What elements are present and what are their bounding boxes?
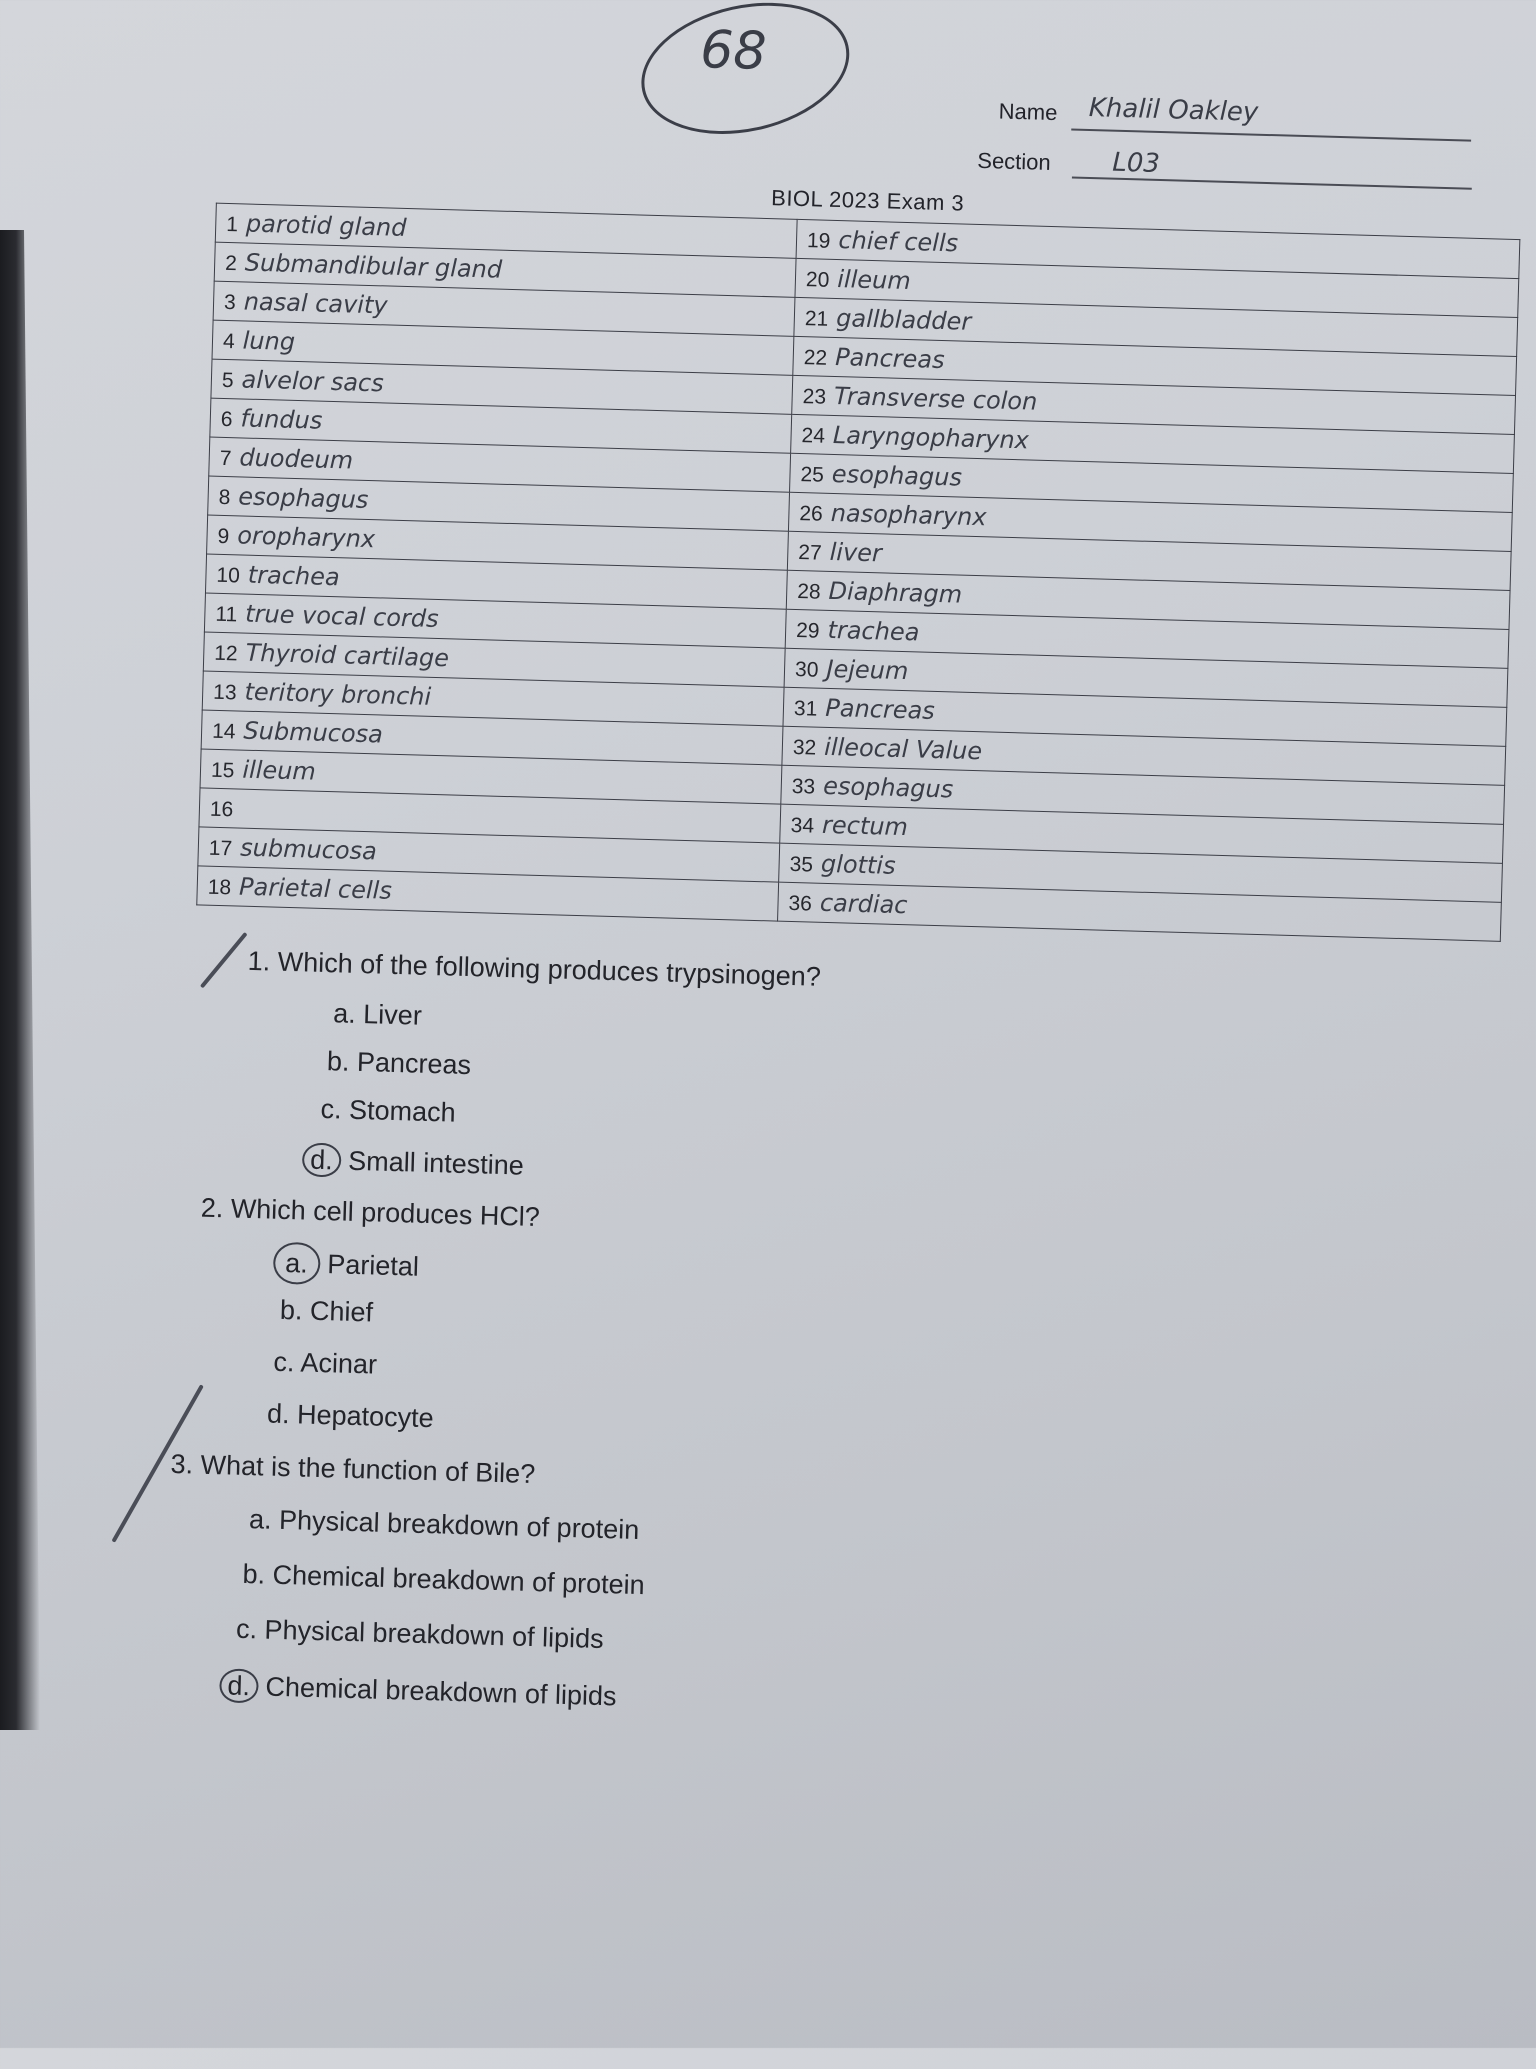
handwritten-answer: illeocal Value — [823, 732, 983, 766]
item-number: 19 — [806, 229, 831, 253]
item-number: 12 — [213, 641, 238, 666]
question-2-option-c: c. Acinar — [273, 1346, 378, 1380]
item-number: 36 — [788, 891, 813, 916]
handwritten-answer: Jejeum — [826, 654, 909, 686]
handwritten-answer: Pancreas — [824, 693, 936, 725]
score: 68 — [699, 20, 768, 82]
item-number: 35 — [789, 852, 814, 877]
handwritten-answer: alvelor sacs — [241, 365, 385, 398]
question-3-option-c: c. Physical breakdown of lipids — [235, 1613, 605, 1655]
item-number: 16 — [209, 797, 234, 822]
question-2-option-a — [273, 1242, 420, 1288]
item-number: 21 — [804, 307, 829, 331]
handwritten-answer: trachea — [827, 615, 920, 647]
handwritten-answer: esophagus — [831, 459, 963, 492]
question-1-stem: 1. Which of the following produces trypsinogen? — [247, 945, 822, 992]
handwritten-answer: lung — [242, 326, 296, 356]
item-number: 5 — [221, 368, 234, 393]
answer-circle: a. — [273, 1242, 321, 1285]
question-3-option-b: b. Chemical breakdown of protein — [242, 1558, 646, 1601]
item-number: 32 — [792, 735, 817, 760]
handwritten-answer: Submandibular gland — [244, 248, 503, 284]
question-1-option-d — [302, 1142, 525, 1182]
item-number: 9 — [217, 524, 230, 549]
item-number: 24 — [801, 424, 826, 448]
question-3-stem: 3. What is the function of Bile? — [170, 1448, 536, 1490]
item-number: 11 — [215, 602, 238, 627]
question-1-option-a: a. Liver — [332, 998, 423, 1031]
question-2-option-d: d. Hepatocyte — [266, 1398, 435, 1434]
item-number: 8 — [218, 485, 231, 510]
handwritten-answer — [241, 795, 242, 823]
item-number: 31 — [793, 696, 818, 721]
name-value: Khalil Oakley — [1088, 92, 1259, 128]
handwritten-answer: illeum — [836, 265, 912, 296]
item-number: 14 — [211, 719, 236, 744]
handwritten-answer: Diaphragm — [828, 576, 963, 609]
answer-circle: d. — [219, 1668, 258, 1703]
handwritten-answer: Pancreas — [834, 343, 945, 375]
name-line — [1071, 129, 1471, 142]
item-number: 10 — [216, 563, 241, 588]
check-mark — [200, 932, 248, 988]
handwritten-answer: Submucosa — [243, 716, 384, 749]
item-number: 26 — [799, 502, 824, 526]
handwritten-answer: nasopharynx — [830, 498, 987, 532]
item-number: 28 — [796, 580, 821, 604]
handwritten-answer: Laryngopharynx — [832, 420, 1030, 455]
item-number: 20 — [805, 268, 830, 292]
handwritten-answer: glottis — [820, 849, 896, 880]
section-line — [1072, 177, 1472, 190]
exam-title: BIOL 2023 Exam 3 — [770, 185, 965, 216]
item-number: 4 — [222, 329, 236, 354]
section-label: Section — [977, 147, 1052, 175]
section-value: L03 — [1111, 147, 1161, 179]
handwritten-answer: teritory bronchi — [244, 677, 432, 711]
question-3-option-d — [219, 1668, 617, 1713]
handwritten-answer: fundus — [240, 404, 323, 435]
item-number: 22 — [803, 346, 828, 370]
handwritten-answer: oropharynx — [236, 521, 376, 554]
item-number: 17 — [208, 836, 233, 861]
handwritten-answer: submucosa — [239, 833, 378, 866]
handwritten-answer: illeum — [242, 755, 317, 786]
question-2-option-a-text: Parietal — [326, 1249, 420, 1282]
item-number: 3 — [223, 290, 237, 315]
item-number: 1 — [225, 212, 239, 237]
item-number: 15 — [210, 758, 235, 783]
item-number: 29 — [795, 619, 820, 643]
handwritten-answer: parotid gland — [245, 209, 407, 242]
handwritten-answer: cardiac — [819, 888, 908, 920]
handwritten-answer: liver — [829, 537, 883, 568]
question-2-stem: 2. Which cell produces HCl? — [200, 1192, 541, 1233]
item-number: 2 — [224, 251, 238, 276]
item-number: 30 — [794, 658, 819, 682]
handwritten-answer: rectum — [821, 810, 909, 842]
question-1-option-d-text: Small intestine — [347, 1145, 525, 1181]
item-number: 34 — [790, 813, 815, 838]
handwritten-answer: Transverse colon — [833, 381, 1038, 416]
name-label: Name — [998, 98, 1058, 126]
question-3-option-d-text: Chemical breakdown of lipids — [265, 1671, 617, 1712]
item-number: 7 — [219, 446, 232, 471]
handwritten-answer: chief cells — [838, 226, 959, 258]
handwritten-answer: true vocal cords — [244, 599, 439, 634]
item-number: 25 — [800, 463, 825, 487]
item-number: 23 — [802, 385, 827, 409]
item-number: 13 — [212, 680, 237, 705]
question-1-option-b: b. Pancreas — [326, 1046, 472, 1081]
item-number: 27 — [798, 541, 823, 565]
question-1-option-c: c. Stomach — [320, 1093, 457, 1128]
handwritten-answer: duodeum — [239, 443, 354, 475]
item-number: 6 — [220, 407, 233, 432]
handwritten-answer: gallbladder — [835, 304, 972, 336]
handwritten-answer: esophagus — [237, 482, 369, 515]
question-3-option-a: a. Physical breakdown of protein — [248, 1504, 640, 1545]
handwritten-answer: esophagus — [822, 771, 954, 804]
handwritten-answer: Parietal cells — [238, 872, 393, 905]
handwritten-answer: nasal cavity — [243, 287, 388, 320]
answer-circle: d. — [302, 1142, 341, 1177]
answer-table — [196, 203, 1520, 942]
handwritten-answer: trachea — [247, 560, 341, 592]
item-number: 33 — [791, 774, 816, 799]
question-2-option-b: b. Chief — [279, 1294, 374, 1328]
handwritten-answer: Thyroid cartilage — [245, 638, 450, 673]
item-number: 18 — [207, 875, 232, 900]
